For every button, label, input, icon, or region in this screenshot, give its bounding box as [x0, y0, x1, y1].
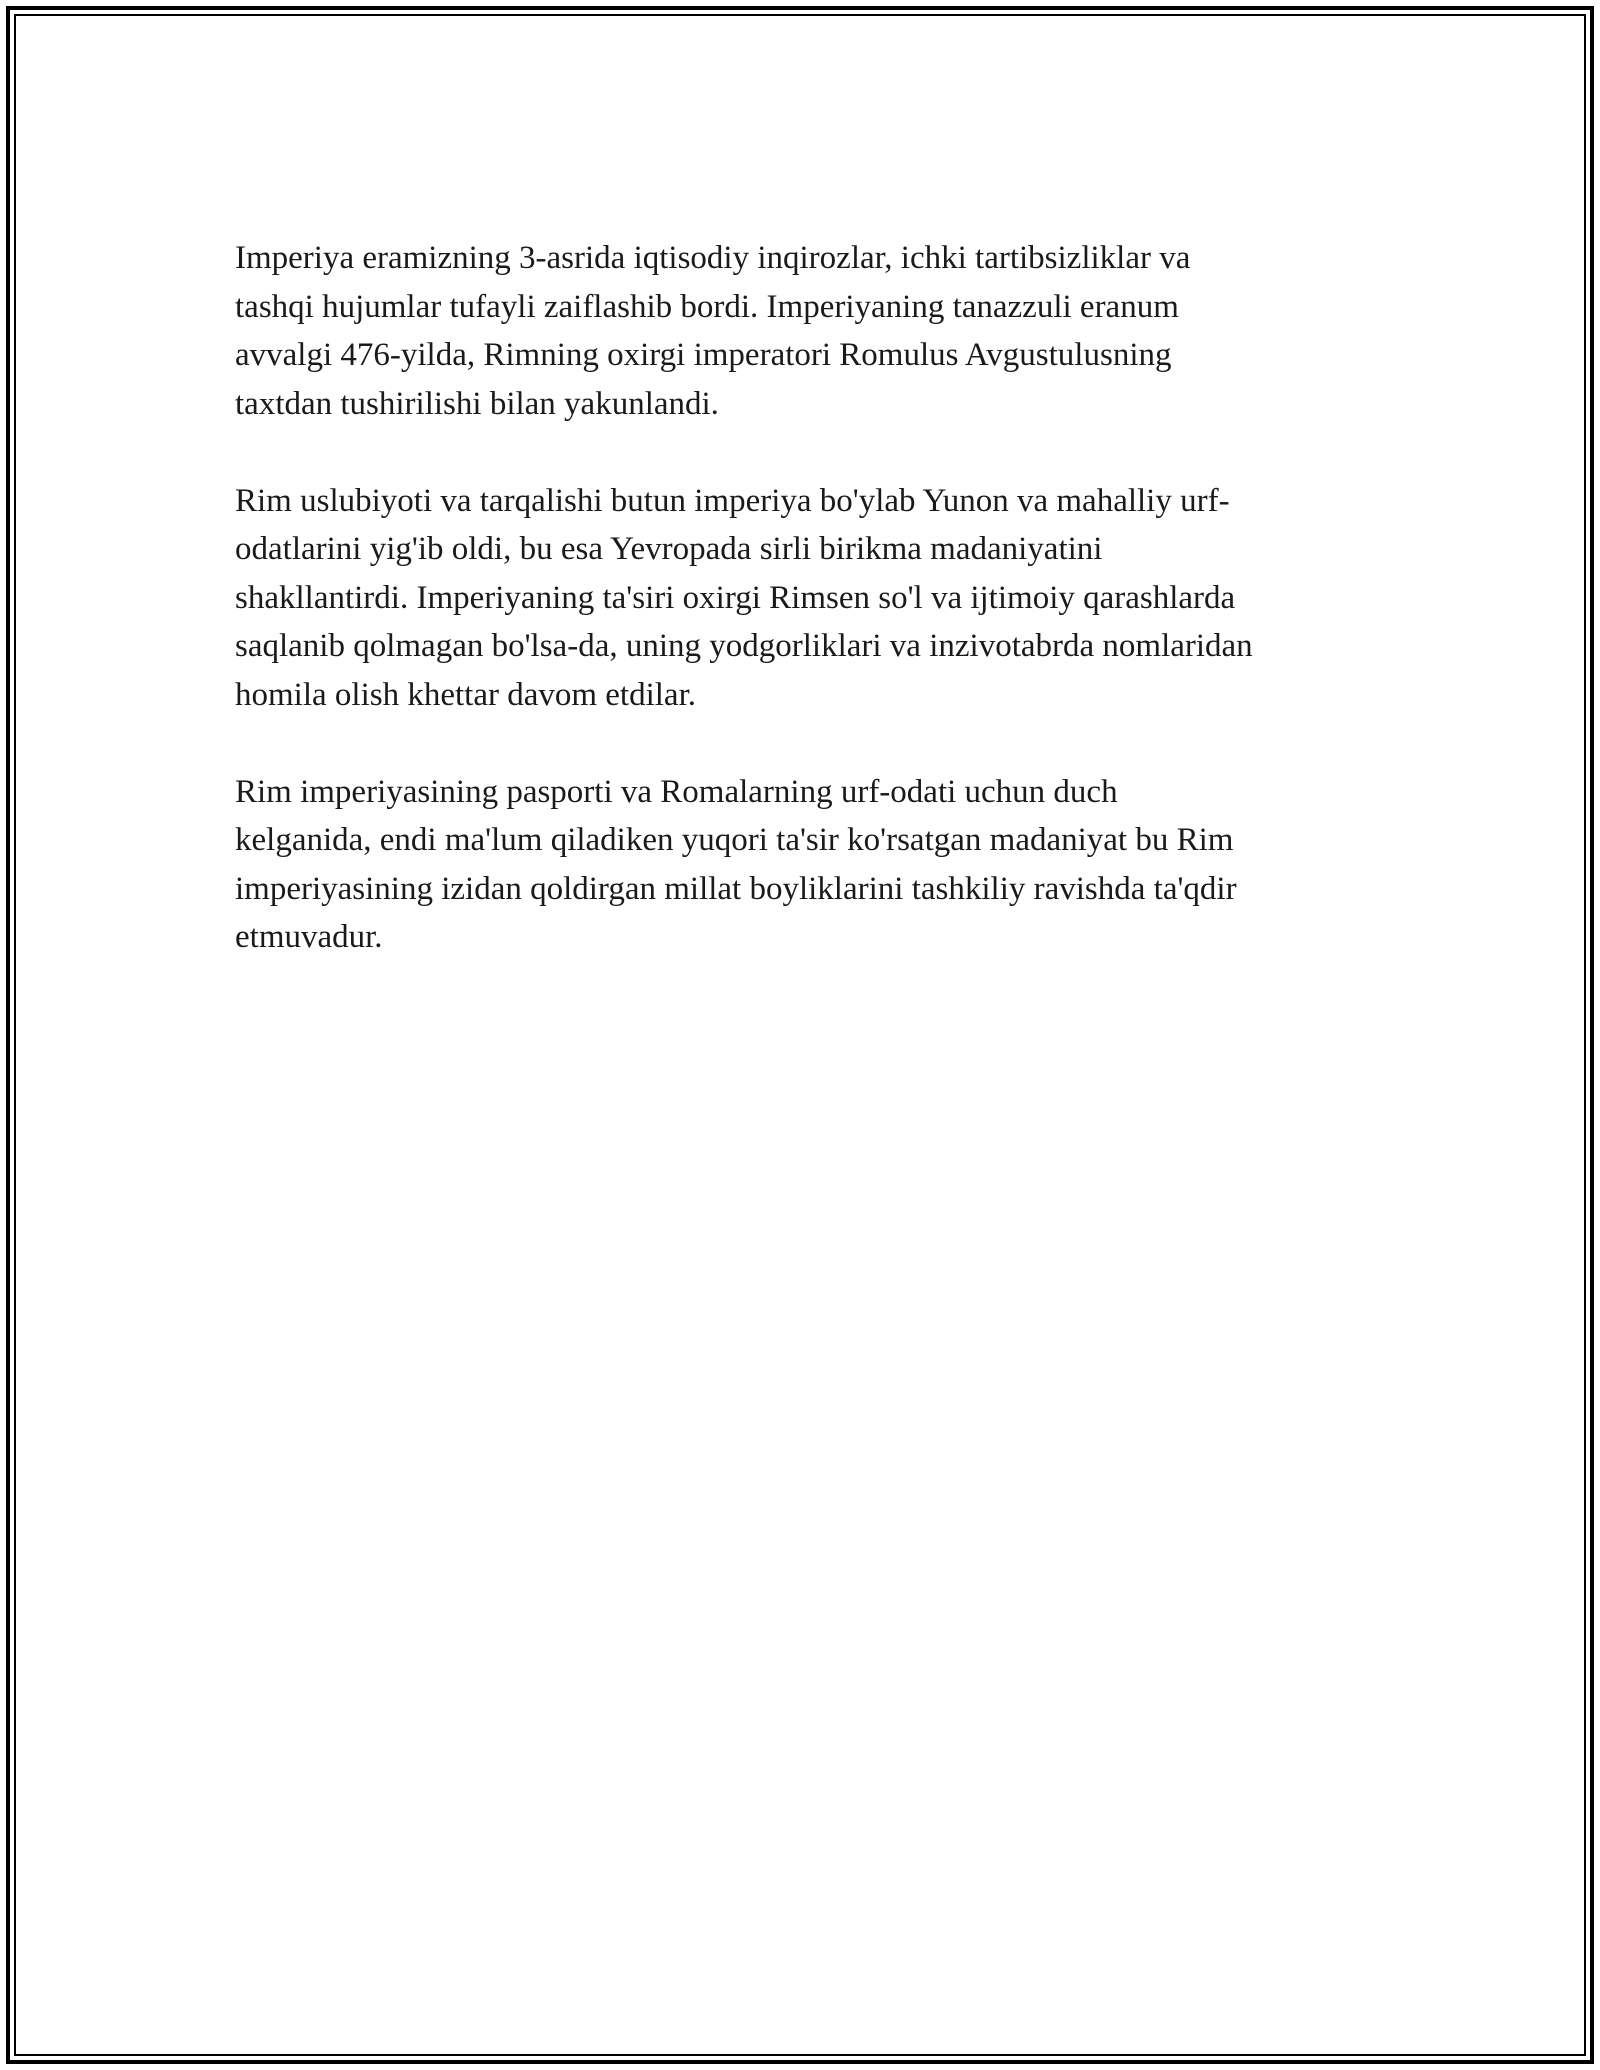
paragraph-2-line-2: odatlarini yig'ib oldi, bu esa Yevropada sirli birikma madaniyatini — [235, 531, 1103, 567]
paragraph-2-line-3: shakllantirdi. Imperiyaning ta'siri oxirgi Rimsen so'l va ijtimoiy qarashlarda — [235, 579, 1236, 616]
paragraph-3-line-4: etmuvadur. — [235, 919, 383, 955]
paragraph-2-line-4: saqlanib qolmagan bo'lsa-da, uning yodgorliklari va inzivotabrda nomlaridan — [235, 628, 1253, 664]
paragraph-2 — [235, 477, 1375, 720]
paragraph-2-line-1: Rim uslubiyoti va tarqalishi butun imperiya bo'ylab Yunon va mahalliy urf- — [235, 482, 1230, 519]
paragraph-2-line-5: homila olish khettar davom etdilar. — [235, 676, 696, 713]
paragraph-1-line-4: taxtdan tushirilishi bilan yakunlandi. — [235, 385, 719, 422]
paragraph-3-line-2: kelganida, endi ma'lum qiladiken yuqori ta'sir ko'rsatgan madaniyat bu Rim — [235, 822, 1234, 858]
paragraph-3-line-3: imperiyasining izidan qoldirgan millat boyliklarini tashkiliy ravishda ta'qdir — [235, 870, 1237, 907]
paragraph-1-line-1: Imperiya eramizning 3-asrida iqtisodiy inqirozlar, ichki tartibsizliklar va — [235, 240, 1191, 276]
paragraph-1-line-3: avvalgi 476-yilda, Rimning oxirgi imperatori Romulus Avgustulusning — [235, 337, 1172, 373]
paragraph-1-line-2: tashqi hujumlar tufayli zaiflashib bordi. Imperiyaning tanazzuli eranum — [235, 288, 1179, 325]
document-body — [235, 234, 1375, 962]
paragraph-3-line-1: Rim imperiyasining pasporti va Romalarning urf-odati uchun duch — [235, 773, 1118, 810]
paragraph-3 — [235, 768, 1375, 962]
paragraph-1 — [235, 234, 1375, 428]
